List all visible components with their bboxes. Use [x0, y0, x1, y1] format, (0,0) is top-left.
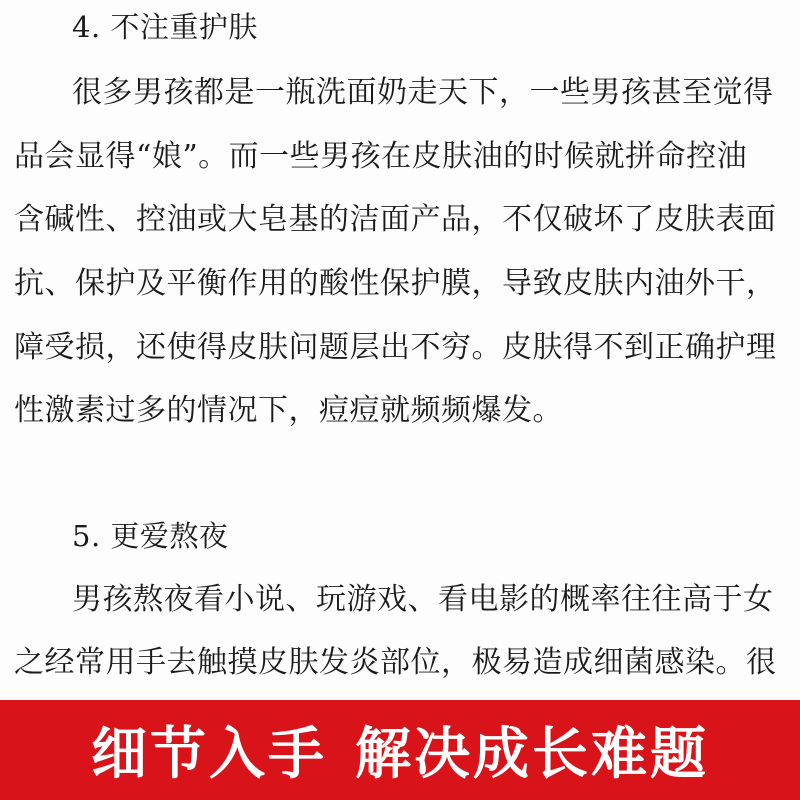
- promo-banner: [0, 700, 800, 800]
- section-4-line-2: 品会显得“娘”。而一些男孩在皮肤油的时候就拼命控油: [14, 139, 748, 174]
- section-4-line-3: 含碱性、控油或大皂基的洁面产品，不仅破坏了皮肤表面: [14, 202, 777, 237]
- section-5-line-1: 男孩熬夜看小说、玩游戏、看电影的概率往往高于女: [72, 582, 774, 617]
- section-4-heading: 4. 不注重护肤: [72, 10, 258, 44]
- banner-slogan-left: 细节入手: [91, 722, 327, 787]
- section-4-line-4: 抗、保护及平衡作用的酸性保护膜，导致皮肤内油外干，: [14, 266, 777, 301]
- section-4-line-5: 障受损，还使得皮肤问题层出不穷。皮肤得不到正确护理: [14, 330, 777, 365]
- section-4-line-6: 性激素过多的情况下，痘痘就频频爆发。: [14, 393, 563, 428]
- section-5-line-2: 之经常用手去触摸皮肤发炎部位，极易造成细菌感染。很: [14, 645, 777, 680]
- section-5-heading: 5. 更爱熬夜: [72, 519, 229, 553]
- banner-slogan-right: 解决成长难题: [355, 722, 709, 787]
- section-4-line-1: 很多男孩都是一瓶洗面奶走天下，一些男孩甚至觉得: [72, 75, 774, 110]
